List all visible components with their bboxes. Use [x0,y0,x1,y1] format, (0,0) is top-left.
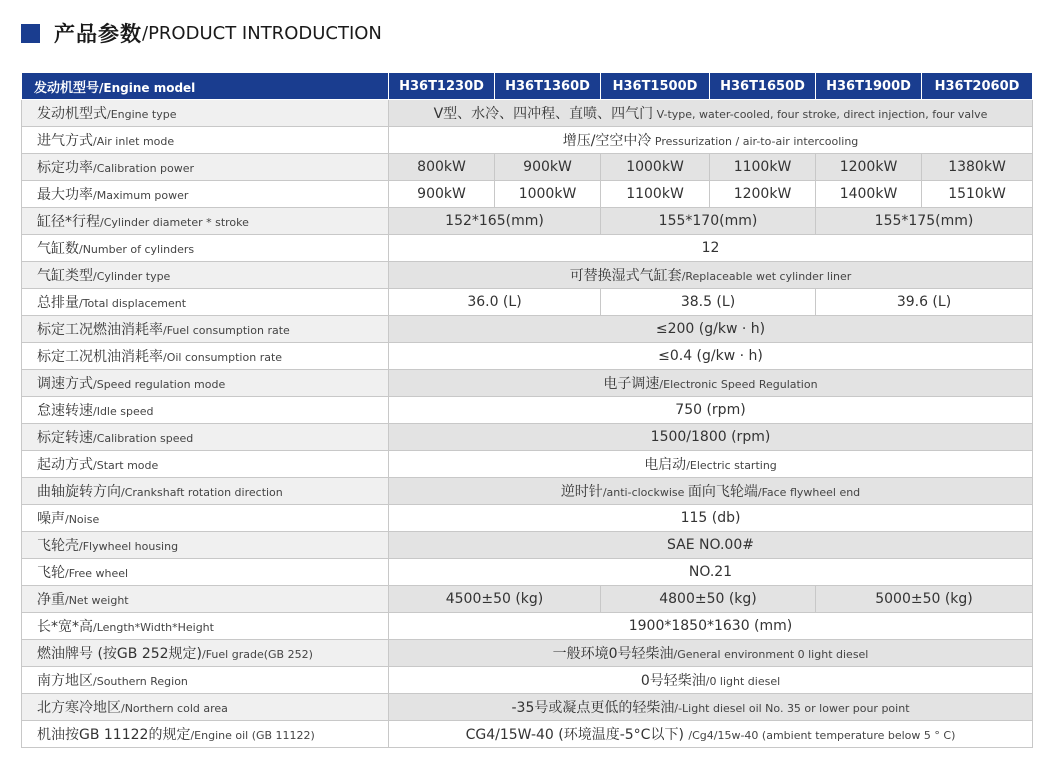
table-row [22,451,1033,478]
row-value: 可替换湿式气缸套/Replaceable wet cylinder liner [389,262,1033,289]
row-label: 机油按GB 11122的规定/Engine oil (GB 11122) [22,721,389,748]
table-row [22,100,1033,127]
row-value: 1510kW [922,181,1033,208]
row-label: 南方地区/Southern Region [22,667,389,694]
table-row [22,424,1033,451]
table-row [22,289,1033,316]
table-row [22,370,1033,397]
row-value: 900kW [495,154,601,181]
row-label: 噪声/Noise [22,505,389,532]
row-value: 1100kW [601,181,710,208]
row-value: 900kW [389,181,495,208]
row-value: NO.21 [389,559,1033,586]
row-value: CG4/15W-40 (环境温度-5°C以下) /Cg4/15w-40 (ambient temperature below 5 ° C) [389,721,1033,748]
row-label: 燃油牌号 (按GB 252规定)/Fuel grade(GB 252) [22,640,389,667]
table-row [22,721,1033,748]
row-label: 飞轮/Free wheel [22,559,389,586]
row-value: 5000±50 (kg) [816,586,1033,613]
table-row [22,235,1033,262]
table-row [22,586,1033,613]
row-value: 0号轻柴油/0 light diesel [389,667,1033,694]
model-header: H36T1900D [816,73,922,100]
row-value: 增压/空空中冷 Pressurization / air-to-air intercooling [389,127,1033,154]
row-value: 39.6 (L) [816,289,1033,316]
row-value: 电启动/Electric starting [389,451,1033,478]
row-value: 电子调速/Electronic Speed Regulation [389,370,1033,397]
row-label: 标定功率/Calibration power [22,154,389,181]
table-row [22,505,1033,532]
row-label: 气缸数/Number of cylinders [22,235,389,262]
row-value: SAE NO.00# [389,532,1033,559]
row-value: 800kW [389,154,495,181]
heading-square-icon [21,24,40,43]
row-value: 1380kW [922,154,1033,181]
table-header-row [22,73,1033,100]
row-label: 发动机型式/Engine type [22,100,389,127]
row-value: 152*165(mm) [389,208,601,235]
table-row [22,613,1033,640]
table-row [22,532,1033,559]
row-value: V型、水冷、四冲程、直喷、四气门 V-type, water-cooled, four stroke, direct injection, four valve [389,100,1033,127]
row-value: 12 [389,235,1033,262]
table-row [22,208,1033,235]
table-row [22,262,1033,289]
row-value: 155*170(mm) [601,208,816,235]
row-value: 1200kW [710,181,816,208]
row-value: 1000kW [601,154,710,181]
row-label: 气缸类型/Cylinder type [22,262,389,289]
model-header: H36T1650D [710,73,816,100]
row-value: 38.5 (L) [601,289,816,316]
row-label: 最大功率/Maximum power [22,181,389,208]
row-label: 曲轴旋转方向/Crankshaft rotation direction [22,478,389,505]
model-header: H36T1360D [495,73,601,100]
table-row [22,478,1033,505]
row-label: 净重/Net weight [22,586,389,613]
section-heading [21,18,382,48]
row-label: 进气方式/Air inlet mode [22,127,389,154]
row-value: 逆时针/anti-clockwise 面向飞轮端/Face flywheel end [389,478,1033,505]
table-row [22,559,1033,586]
row-value: 36.0 (L) [389,289,601,316]
row-value: 750 (rpm) [389,397,1033,424]
row-value: 1100kW [710,154,816,181]
engine-model-header: 发动机型号/Engine model [22,73,389,100]
row-label: 调速方式/Speed regulation mode [22,370,389,397]
row-label: 标定转速/Calibration speed [22,424,389,451]
table-row [22,181,1033,208]
table-row [22,397,1033,424]
row-value: 4500±50 (kg) [389,586,601,613]
row-value: ≤0.4 (g/kw · h) [389,343,1033,370]
row-value: 1500/1800 (rpm) [389,424,1033,451]
row-label: 怠速转速/Idle speed [22,397,389,424]
heading-title-en: /PRODUCT INTRODUCTION [142,22,382,44]
row-value: 115 (db) [389,505,1033,532]
table-row [22,640,1033,667]
heading-title-zh: 产品参数 [54,22,142,46]
table-row [22,694,1033,721]
table-row [22,343,1033,370]
row-value: 1900*1850*1630 (mm) [389,613,1033,640]
table-row [22,667,1033,694]
row-label: 缸径*行程/Cylinder diameter * stroke [22,208,389,235]
table-row [22,154,1033,181]
model-header: H36T1500D [601,73,710,100]
table-row [22,316,1033,343]
row-label: 北方寒冷地区/Northern cold area [22,694,389,721]
row-label: 起动方式/Start mode [22,451,389,478]
row-label: 飞轮壳/Flywheel housing [22,532,389,559]
row-label: 总排量/Total displacement [22,289,389,316]
row-value: 1000kW [495,181,601,208]
row-label: 长*宽*高/Length*Width*Height [22,613,389,640]
spec-table [21,72,1033,748]
row-label: 标定工况燃油消耗率/Fuel consumption rate [22,316,389,343]
model-header: H36T2060D [922,73,1033,100]
row-value: 4800±50 (kg) [601,586,816,613]
row-value: ≤200 (g/kw · h) [389,316,1033,343]
row-value: 1200kW [816,154,922,181]
model-header: H36T1230D [389,73,495,100]
row-value: 1400kW [816,181,922,208]
table-row [22,127,1033,154]
row-value: -35号或凝点更低的轻柴油/-Light diesel oil No. 35 or lower pour point [389,694,1033,721]
row-value: 一般环境0号轻柴油/General environment 0 light diesel [389,640,1033,667]
row-value: 155*175(mm) [816,208,1033,235]
row-label: 标定工况机油消耗率/Oil consumption rate [22,343,389,370]
